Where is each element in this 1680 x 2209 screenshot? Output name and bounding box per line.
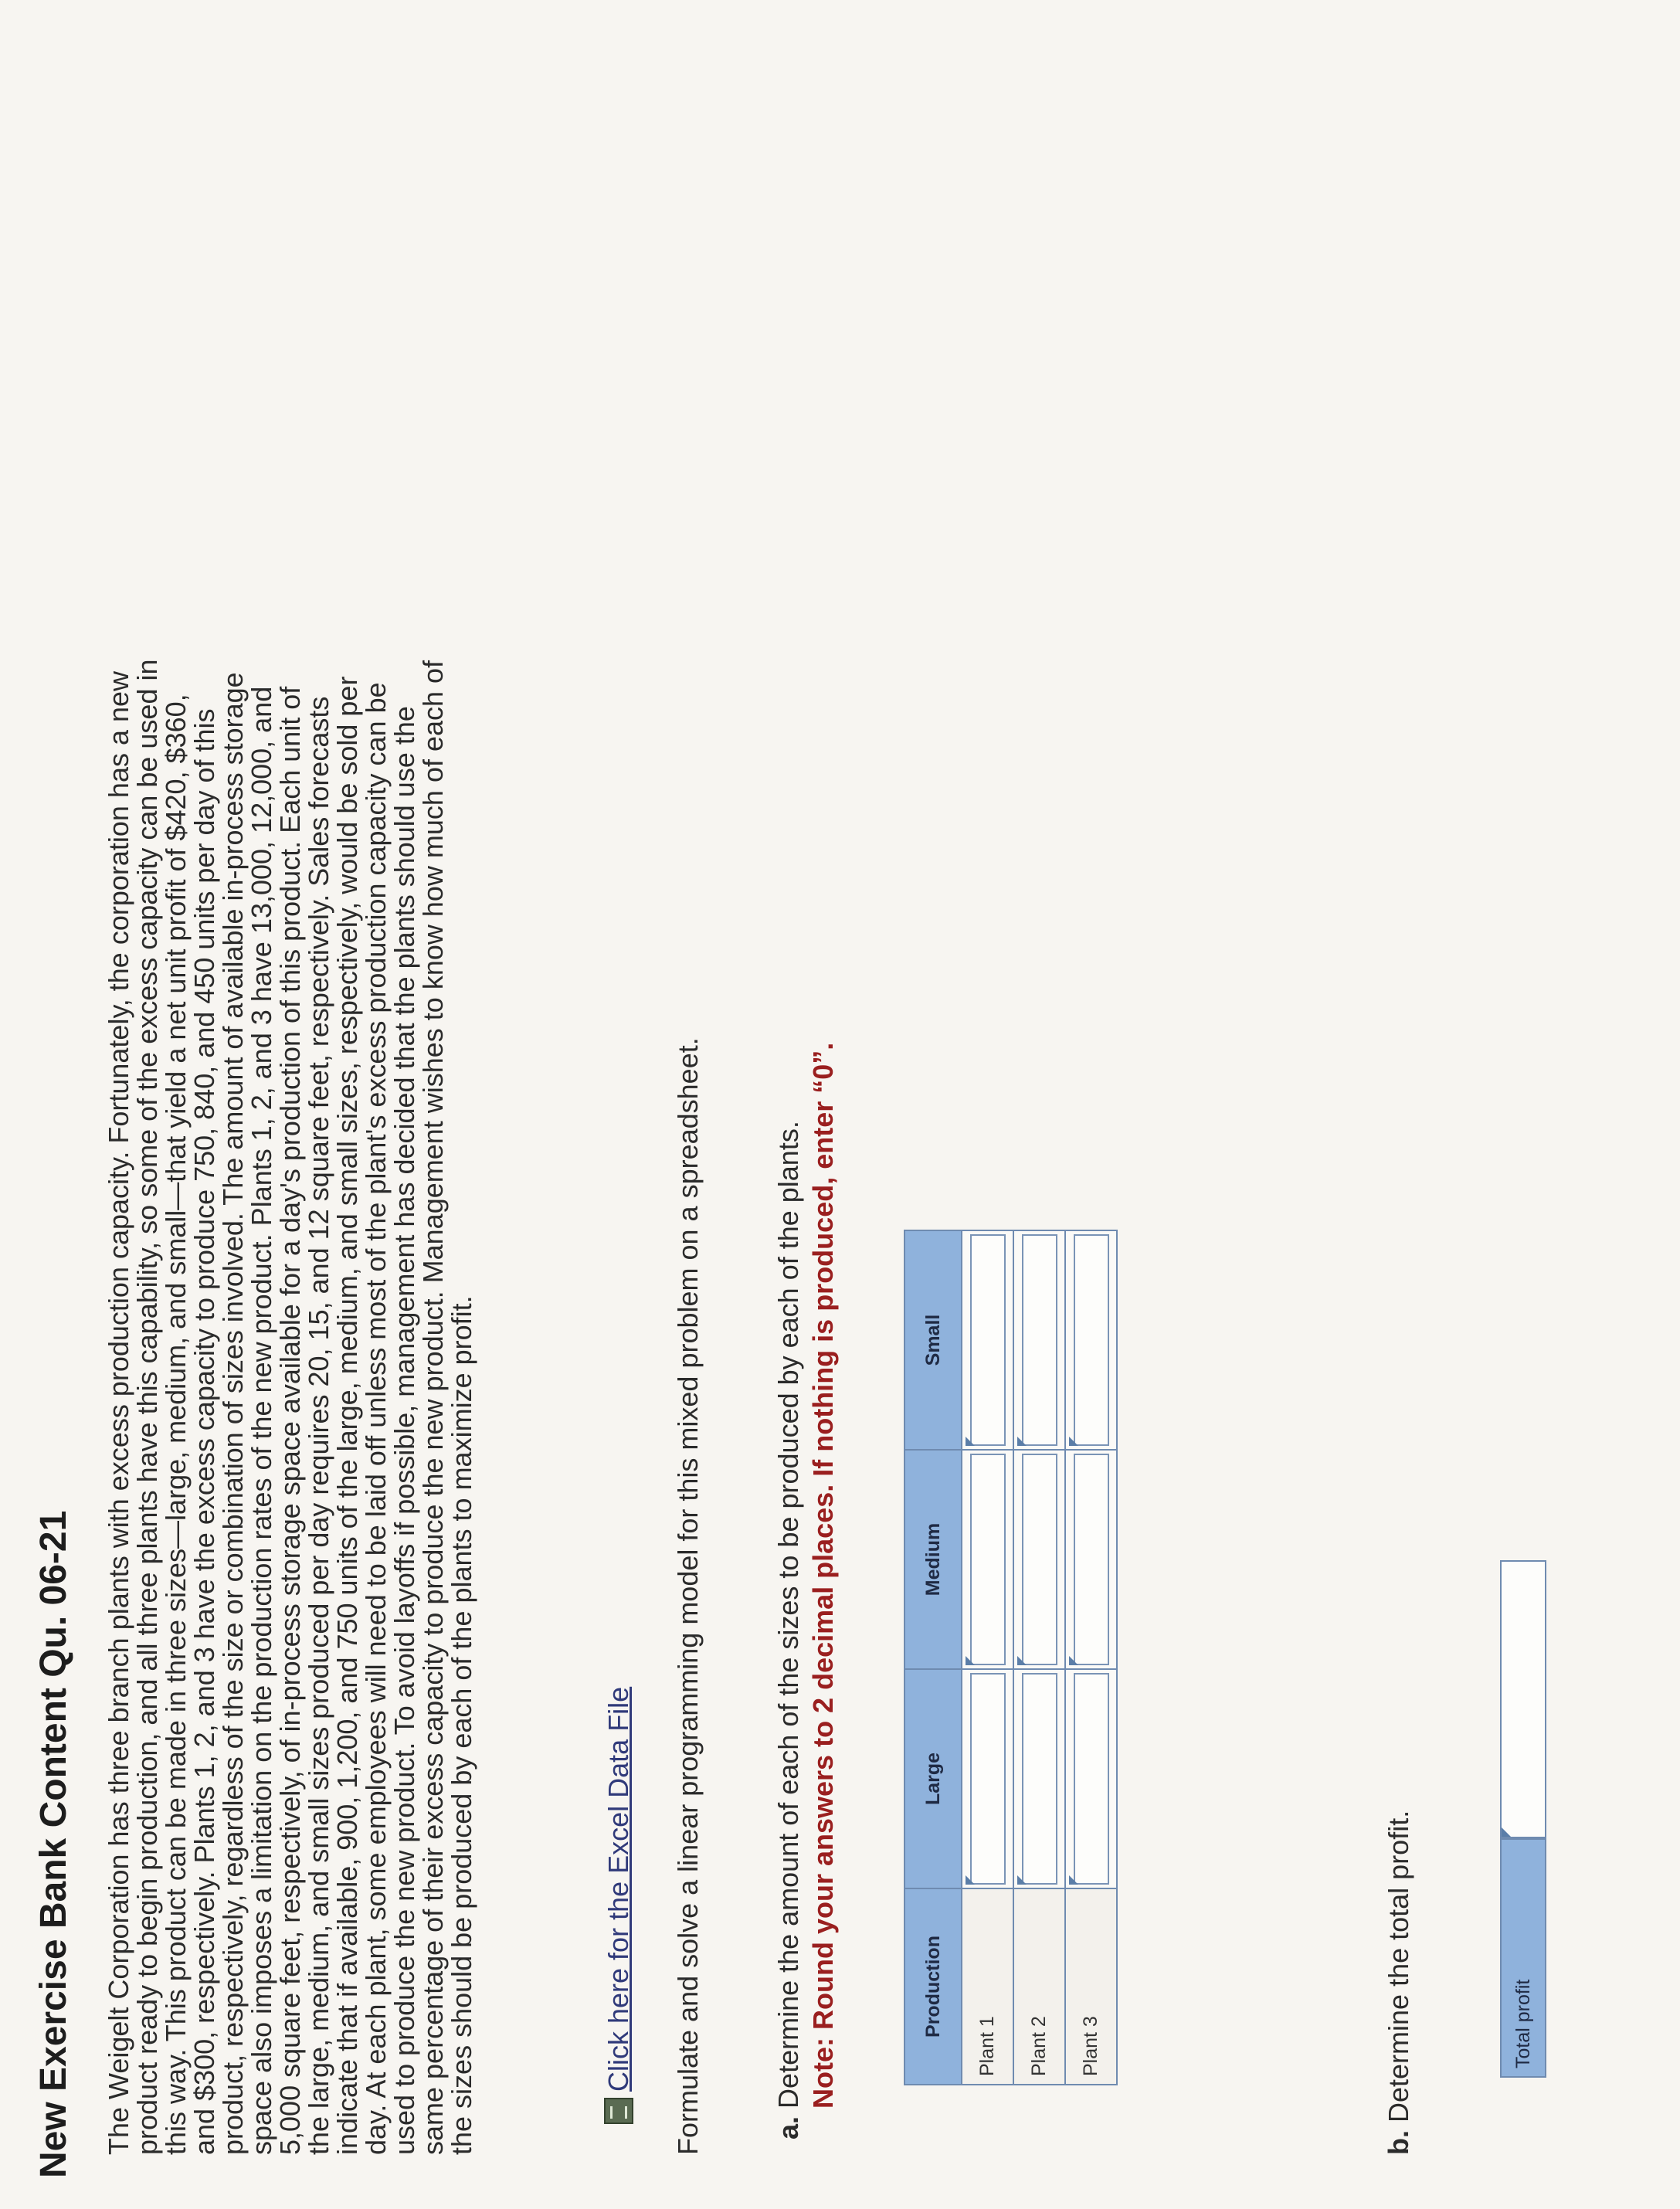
part-a-question	[772, 1121, 805, 2139]
cell-plant1-small	[962, 1230, 1013, 1450]
plant1-medium-input[interactable]	[970, 1454, 1006, 1665]
cell-plant3-large	[1065, 1669, 1117, 1888]
plant2-small-input[interactable]	[1022, 1234, 1057, 1446]
cell-plant3-medium	[1065, 1450, 1117, 1669]
cell-plant1-large	[962, 1669, 1013, 1888]
table-row	[962, 1230, 1013, 2085]
total-profit-input[interactable]	[1500, 1560, 1546, 1838]
total-profit-row	[1500, 1560, 1546, 2078]
cell-corner-marker	[966, 1875, 975, 1885]
column-header-small: Small	[904, 1230, 962, 1450]
cell-corner-marker	[966, 1656, 975, 1665]
total-profit-cell	[1500, 1560, 1546, 1838]
plant2-large-input[interactable]	[1022, 1673, 1057, 1885]
cell-plant1-medium	[962, 1450, 1013, 1669]
plant3-large-input[interactable]	[1074, 1673, 1109, 1885]
instruction-text: Formulate and solve a linear programming model for this mixed problem on a spreadsheet.	[672, 1037, 704, 2155]
cell-corner-marker	[1069, 1656, 1078, 1665]
table-header-row	[904, 1230, 962, 2085]
table-row	[1065, 1230, 1117, 2085]
production-table	[904, 1230, 1118, 2085]
table-row	[1013, 1230, 1065, 2085]
excel-data-file-link[interactable]	[602, 1687, 635, 2124]
cell-corner-marker	[1017, 1875, 1027, 1885]
cell-corner-marker	[966, 1437, 975, 1446]
column-header-medium: Medium	[904, 1450, 962, 1669]
total-profit-label: Total profit	[1500, 1838, 1546, 2078]
column-header-large: Large	[904, 1669, 962, 1888]
cell-plant2-large	[1013, 1669, 1065, 1888]
excel-file-icon	[604, 2098, 633, 2124]
part-b-label: b.	[1383, 2130, 1414, 2155]
note-label: Note:	[807, 2038, 839, 2109]
excel-link-text[interactable]: Click here for the Excel Data File	[602, 1686, 634, 2092]
part-a-label: a.	[772, 2116, 804, 2139]
row-label-plant-2: Plant 2	[1013, 1888, 1065, 2085]
row-label-plant-1: Plant 1	[962, 1888, 1013, 2085]
production-header: Production	[904, 1888, 962, 2085]
cell-plant2-medium	[1013, 1450, 1065, 1669]
cell-corner-marker	[1069, 1875, 1078, 1885]
cell-corner-marker	[1069, 1437, 1078, 1446]
cell-plant3-small	[1065, 1230, 1117, 1450]
plant2-medium-input[interactable]	[1022, 1454, 1057, 1665]
plant3-medium-input[interactable]	[1074, 1454, 1109, 1665]
page-title: New Exercise Bank Content Qu. 06-21	[33, 1510, 74, 2178]
cell-corner-marker	[1017, 1437, 1027, 1446]
part-b-question	[1383, 1810, 1415, 2155]
plant1-large-input[interactable]	[970, 1673, 1006, 1885]
rounding-note	[807, 1043, 840, 2109]
row-label-plant-3: Plant 3	[1065, 1888, 1117, 2085]
part-a-text: Determine the amount of each of the sizes to be produced by each of the plants.	[772, 1121, 804, 2109]
cell-corner-marker	[1017, 1656, 1027, 1665]
cell-corner-marker	[1502, 1827, 1511, 1837]
note-text: Round your answers to 2 decimal places. If nothing is produced, enter “0”.	[807, 1042, 839, 2030]
problem-statement: The Weigelt Corporation has three branch plants with excess production capacity. Fortunately, the corporation has a new product ready to begin production, and all three plants have this capability, so some of the excess capacity can be used in this way. This product can be made in three sizes—large, medium, and small—that yield a net unit profit of $420, $360, and $300, respectively. Plants 1, 2, and 3 have the excess capacity to produce 750, 840, and 450 units per day of this product, respectively, regardless of the size or combination of sizes involved. The amount of available in-process storage space also imposes a limitation on the production rates of the new product. Plants 1, 2, and 3 have 13,000, 12,000, and 5,000 square feet, respectively, of in-process storage space available for a day's production of this product. Each unit of the large, medium, and small sizes produced per day requires 20, 15, and 12 square feet, respectively. Sales forecasts indicate that if available, 900, 1,200, and 750 units of the large, medium, and small sizes, respectively, would be sold per day. At each plant, some employees will need to be laid off unless most of the plant's excess production capacity can be used to produce the new product. To avoid layoffs if possible, management has decided that the plants should use the same percentage of their excess capacity to produce the new product. Management wishes to know how much of each of the sizes should be produced by each of the plants to maximize profit.	[103, 659, 477, 2155]
part-b-text: Determine the total profit.	[1383, 1810, 1414, 2122]
plant3-small-input[interactable]	[1074, 1234, 1109, 1446]
cell-plant2-small	[1013, 1230, 1065, 1450]
plant1-small-input[interactable]	[970, 1234, 1006, 1446]
